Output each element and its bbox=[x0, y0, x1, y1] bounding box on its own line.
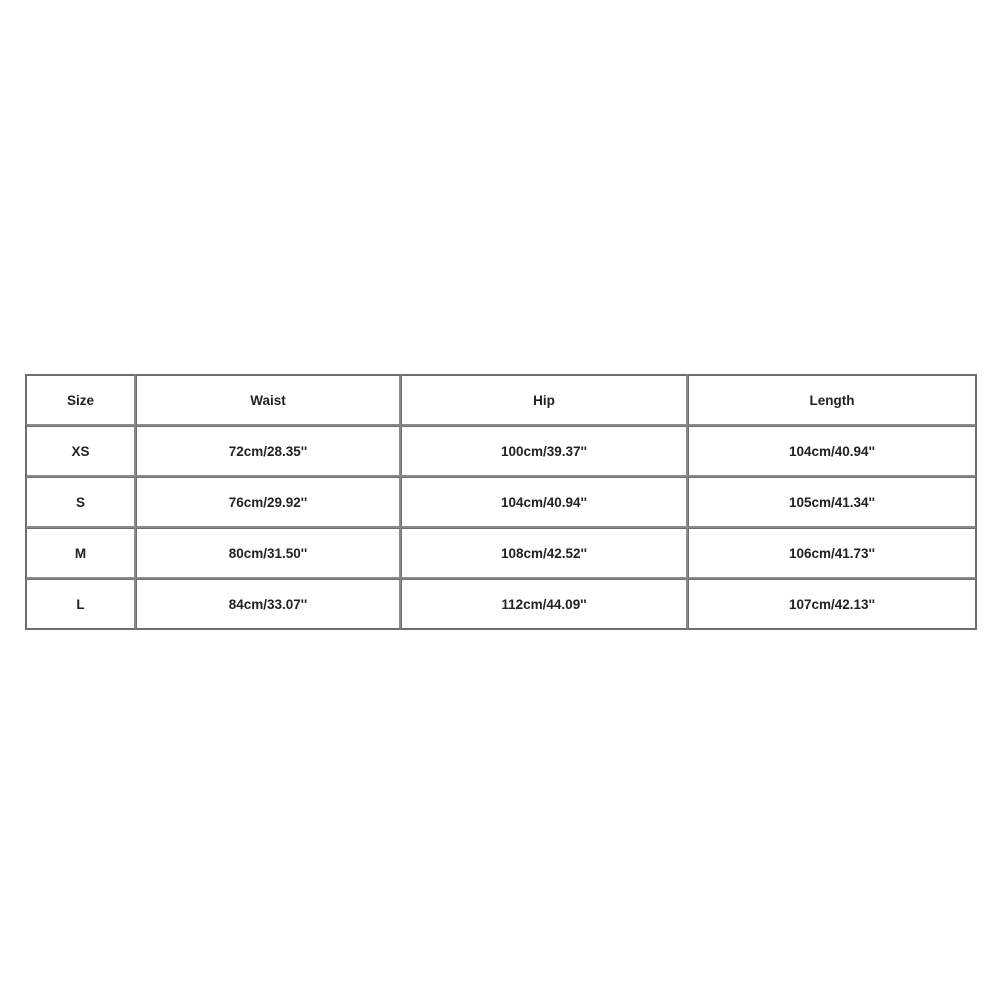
header-length: Length bbox=[688, 375, 976, 426]
header-waist: Waist bbox=[136, 375, 401, 426]
size-chart-table bbox=[25, 374, 977, 630]
header-hip: Hip bbox=[401, 375, 688, 426]
table-row bbox=[26, 426, 976, 477]
cell-hip: 100cm/39.37'' bbox=[401, 426, 688, 477]
table-row bbox=[26, 477, 976, 528]
cell-length: 106cm/41.73'' bbox=[688, 528, 976, 579]
cell-size: M bbox=[26, 528, 136, 579]
table-header-row bbox=[26, 375, 976, 426]
cell-hip: 104cm/40.94'' bbox=[401, 477, 688, 528]
table-row bbox=[26, 528, 976, 579]
cell-waist: 72cm/28.35'' bbox=[136, 426, 401, 477]
cell-size: L bbox=[26, 579, 136, 629]
cell-length: 104cm/40.94'' bbox=[688, 426, 976, 477]
cell-waist: 80cm/31.50'' bbox=[136, 528, 401, 579]
cell-hip: 112cm/44.09'' bbox=[401, 579, 688, 629]
table-row bbox=[26, 579, 976, 629]
header-size: Size bbox=[26, 375, 136, 426]
cell-length: 107cm/42.13'' bbox=[688, 579, 976, 629]
cell-size: XS bbox=[26, 426, 136, 477]
cell-waist: 76cm/29.92'' bbox=[136, 477, 401, 528]
cell-waist: 84cm/33.07'' bbox=[136, 579, 401, 629]
cell-length: 105cm/41.34'' bbox=[688, 477, 976, 528]
cell-size: S bbox=[26, 477, 136, 528]
cell-hip: 108cm/42.52'' bbox=[401, 528, 688, 579]
